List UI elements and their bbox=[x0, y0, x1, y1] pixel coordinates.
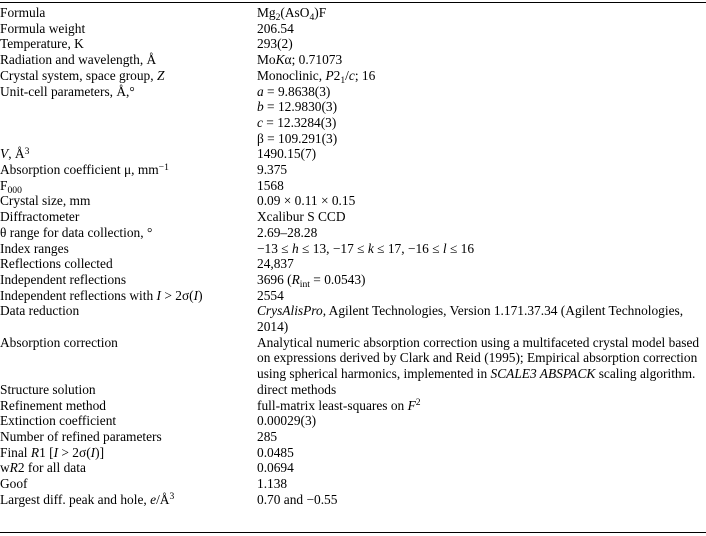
row-label: Refinement method bbox=[0, 397, 106, 413]
row-value: full-matrix least-squares on $F^2$ bbox=[257, 397, 421, 413]
table-row bbox=[0, 335, 706, 382]
row-value: Analytical numeric absorption correction using a multifaceted crystal model based on expressions derived by Clark and Reid (1995); Empirical absorption correction using spherical harmonics, implemented in SCALE3 ABSPACK scaling algorithm. bbox=[257, 334, 700, 382]
row-value: 0.0485 bbox=[257, 444, 294, 460]
row-value: 2.69–28.28 bbox=[257, 224, 318, 240]
table-row bbox=[0, 209, 706, 225]
table-row bbox=[0, 241, 706, 257]
row-label: Structure solution bbox=[0, 381, 96, 397]
row-value: 206.54 bbox=[257, 20, 294, 36]
table-row bbox=[0, 193, 706, 209]
table-row bbox=[0, 225, 706, 241]
row-value: CrysAlisPro, Agilent Technologies, Version 1.171.37.34 (Agilent Technologies, 2014) bbox=[257, 303, 684, 335]
table-row bbox=[0, 5, 706, 21]
row-label: Final R1 [I > 2σ(I)] bbox=[0, 444, 105, 460]
row-label: Largest diff. peak and hole, $e/Å^3$ bbox=[0, 491, 175, 507]
row-value: 285 bbox=[257, 428, 278, 444]
table-row bbox=[0, 256, 706, 272]
row-label: V, $Å^3$ bbox=[0, 146, 30, 162]
table-row bbox=[0, 178, 706, 194]
row-label: Independent reflections with I > 2σ(I) bbox=[0, 287, 203, 303]
row-label: Independent reflections bbox=[0, 271, 127, 287]
row-value: a = 9.8638(3) b = 12.9830(3) c = 12.3284(3) β = 109.291(3) bbox=[257, 83, 338, 146]
table-row bbox=[0, 21, 706, 37]
row-label: θ range for data collection, ° bbox=[0, 224, 153, 240]
row-value: −13 ≤ h ≤ 13, −17 ≤ k ≤ 17, −16 ≤ l ≤ 16 bbox=[257, 240, 475, 256]
row-value: 9.375 bbox=[257, 162, 288, 178]
table-row bbox=[0, 460, 706, 476]
table-top-rule bbox=[0, 2, 706, 3]
row-value: Xcalibur S CCD bbox=[257, 209, 346, 225]
row-label: Data reduction bbox=[0, 303, 80, 319]
row-value: MoKα; 0.71073 bbox=[257, 52, 343, 68]
table-row bbox=[0, 272, 706, 288]
row-label: Formula bbox=[0, 5, 46, 20]
row-label: Crystal system, space group, Z bbox=[0, 67, 165, 83]
row-label: Extinction coefficient bbox=[0, 413, 117, 429]
row-value: 0.09 × 0.11 × 0.15 bbox=[257, 193, 356, 209]
row-label: Diffractometer bbox=[0, 209, 80, 225]
row-value: 3696 $(R_{int} = 0.0543)$ bbox=[257, 271, 366, 290]
table-row bbox=[0, 303, 706, 334]
row-label: Reflections collected bbox=[0, 256, 113, 272]
table-row bbox=[0, 146, 706, 162]
row-label: Absorption correction bbox=[0, 334, 118, 350]
row-value: 1.138 bbox=[257, 476, 288, 492]
table-row bbox=[0, 429, 706, 445]
row-value: $Mg_2(AsO_4)F$ bbox=[257, 5, 327, 23]
row-label: Absorption coefficient μ, $mm^{-1}$ bbox=[0, 161, 169, 178]
row-label: Unit-cell parameters, Å,° bbox=[0, 83, 135, 99]
row-label: Number of refined parameters bbox=[0, 428, 162, 444]
table-row bbox=[0, 162, 706, 178]
table-row bbox=[0, 382, 706, 398]
row-label: Temperature, K bbox=[0, 36, 84, 52]
row-value: 0.70 and −0.55 bbox=[257, 491, 338, 507]
row-value: 1568 bbox=[257, 177, 284, 193]
row-value: 0.0694 bbox=[257, 460, 294, 476]
table-row bbox=[0, 492, 706, 508]
row-value: 0.00029(3) bbox=[257, 413, 317, 429]
row-label: Radiation and wavelength, Å bbox=[0, 52, 157, 68]
row-label: Formula weight bbox=[0, 20, 86, 36]
table-row bbox=[0, 52, 706, 68]
table-row bbox=[0, 68, 706, 84]
row-label: Index ranges bbox=[0, 240, 69, 256]
crystal-data-table bbox=[0, 5, 706, 508]
row-value: 24,837 bbox=[257, 256, 294, 272]
row-value: 2554 bbox=[257, 287, 284, 303]
table-row bbox=[0, 36, 706, 52]
row-value: Monoclinic, $P2_1/c$; 16 bbox=[257, 67, 376, 86]
table-row bbox=[0, 413, 706, 429]
row-value: 1490.15(7) bbox=[257, 146, 317, 162]
row-label: Crystal size, mm bbox=[0, 193, 91, 209]
row-label: $F_{000}$ bbox=[0, 177, 22, 196]
table-row bbox=[0, 476, 706, 492]
row-value: 293(2) bbox=[257, 36, 293, 52]
row-label: Goof bbox=[0, 476, 28, 492]
table-row bbox=[0, 84, 706, 147]
table-bottom-rule bbox=[0, 532, 706, 533]
row-label: wR2 for all data bbox=[0, 460, 86, 476]
table-row bbox=[0, 445, 706, 461]
row-value: direct methods bbox=[257, 381, 337, 397]
table-row bbox=[0, 398, 706, 414]
table-row bbox=[0, 288, 706, 304]
